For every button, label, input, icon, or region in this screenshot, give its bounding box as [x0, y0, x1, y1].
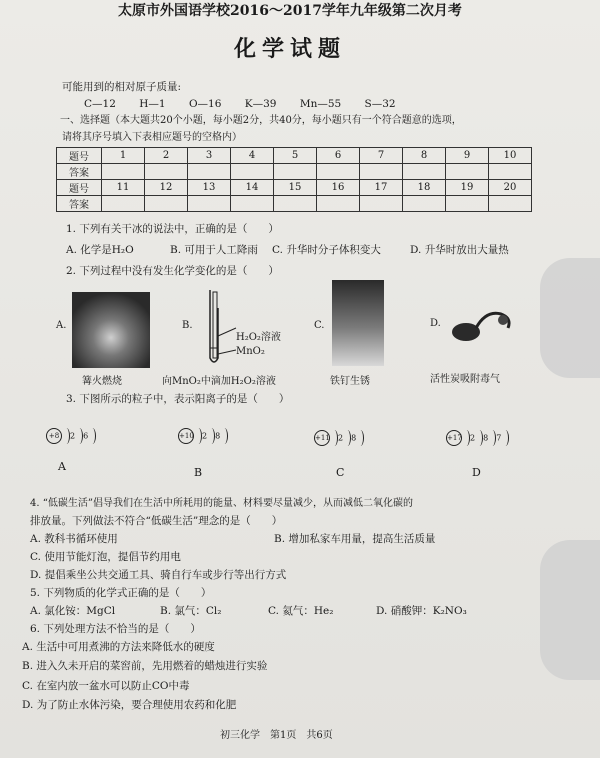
question-stem: 4. “低碳生活”倡导我们在生活中所耗用的能量、材料要尽量减少，从而减低二氧化碳的 — [30, 498, 413, 509]
row-label: 答案 — [57, 196, 102, 212]
option: A. 生活中可用煮沸的方法来降低水的硬度 — [22, 641, 215, 653]
question-number: 10 — [489, 148, 532, 164]
answer-cell[interactable] — [188, 196, 231, 212]
row-label: 题号 — [57, 180, 102, 196]
answer-cell[interactable] — [489, 196, 532, 212]
electron-count: 8 — [483, 433, 489, 443]
answer-cell[interactable] — [360, 196, 403, 212]
option: A. 教科书循环使用 — [30, 533, 118, 545]
question-number: 19 — [446, 180, 489, 196]
nucleus: +10 — [178, 428, 194, 444]
electron-count: 8 — [215, 431, 221, 441]
option: D. 升华时放出大量热 — [410, 244, 509, 256]
option: B. 增加私家车用量，提高生活质量 — [274, 533, 436, 545]
question-stem: 5. 下列物质的化学式正确的是（ ） — [30, 587, 212, 599]
option-letter: D — [472, 466, 481, 479]
atom-structure — [314, 430, 364, 446]
nucleus: +11 — [314, 430, 330, 446]
question-number: 2 — [145, 148, 188, 164]
answer-cell[interactable] — [231, 164, 274, 180]
subject-title: 化学试题 — [234, 36, 347, 62]
scan-shadow — [540, 258, 600, 378]
scan-shadow — [540, 540, 600, 680]
question-number: 16 — [317, 180, 360, 196]
answer-cell[interactable] — [102, 164, 145, 180]
question-stem: 3. 下图所示的粒子中，表示阳离子的是（ ） — [66, 393, 290, 405]
atomic-mass: O—16 — [188, 98, 222, 110]
table-row — [57, 196, 532, 212]
answer-cell[interactable] — [360, 164, 403, 180]
question-number: 9 — [446, 148, 489, 164]
option: D. 硝酸钾：K₂NO₃ — [376, 605, 467, 617]
option-letter: B — [194, 466, 203, 479]
option-letter: A. — [56, 320, 67, 331]
answer-cell[interactable] — [231, 196, 274, 212]
question-number: 3 — [188, 148, 231, 164]
answer-cell[interactable] — [274, 164, 317, 180]
table-row — [57, 148, 532, 164]
nucleus: +8 — [46, 428, 62, 444]
atom-structure — [46, 428, 96, 444]
answer-cell[interactable] — [403, 164, 446, 180]
question-stem: 1. 下列有关干冰的说法中，正确的是（ ） — [66, 223, 279, 235]
question-number: 12 — [145, 180, 188, 196]
question-stem: 排放量。下列做法不符合“低碳生活”理念的是（ ） — [30, 515, 283, 527]
tube-label: H₂O₂溶液 — [236, 332, 281, 343]
option: C. 升华时分子体积变大 — [272, 244, 381, 256]
page-footer: 初三化学 第1页 共6页 — [220, 730, 333, 741]
electron-count: 2 — [70, 431, 76, 441]
option: D. 提倡乘坐公共交通工具、骑自行车或步行等出行方式 — [30, 569, 287, 581]
caption: 篝火燃烧 — [82, 376, 122, 387]
answer-cell[interactable] — [489, 164, 532, 180]
atomic-mass: K—39 — [244, 98, 277, 110]
atom-structure — [446, 430, 509, 446]
electron-count: 2 — [202, 431, 208, 441]
caption: 铁钉生锈 — [330, 376, 370, 387]
option: C. 在室内放一盆水可以防止CO中毒 — [22, 680, 190, 692]
answer-cell[interactable] — [102, 196, 145, 212]
option: D. 为了防止水体污染，要合理使用农药和化肥 — [22, 699, 237, 711]
row-label: 题号 — [57, 148, 102, 164]
electron-count: 2 — [338, 433, 344, 443]
option-letter: C. — [314, 320, 325, 331]
question-stem: 6. 下列处理方法不恰当的是（ ） — [30, 623, 201, 635]
option: A. 化学是H₂O — [66, 244, 134, 256]
table-row — [57, 180, 532, 196]
rusty-nail-photo — [332, 280, 384, 366]
option: B. 进入久未开启的菜窖前，先用燃着的蜡烛进行实验 — [22, 660, 268, 672]
answer-cell[interactable] — [188, 164, 231, 180]
caption: 活性炭吸附毒气 — [430, 374, 500, 385]
question-number: 5 — [274, 148, 317, 164]
atomic-mass: S—32 — [364, 98, 396, 110]
electron-count: 6 — [83, 431, 89, 441]
electron-count: 2 — [470, 433, 476, 443]
section-heading: 一、选择题（本大题共20个小题，每小题2分，共40分，每小题只有一个符合题意的选项， — [60, 115, 462, 126]
caption: 向MnO₂中滴加H₂O₂溶液 — [162, 376, 276, 387]
atomic-mass-list — [84, 97, 416, 111]
answer-cell[interactable] — [145, 164, 188, 180]
question-number: 4 — [231, 148, 274, 164]
question-number: 18 — [403, 180, 446, 196]
atom-structure — [178, 428, 228, 444]
nucleus: +17 — [446, 430, 462, 446]
row-label: 答案 — [57, 164, 102, 180]
question-number: 1 — [102, 148, 145, 164]
answer-cell[interactable] — [403, 196, 446, 212]
school-title: 太原市外国语学校2016～2017学年九年级第二次月考 — [118, 3, 462, 19]
option: B. 氯气：Cl₂ — [160, 605, 222, 617]
answer-cell[interactable] — [446, 164, 489, 180]
answer-cell[interactable] — [145, 196, 188, 212]
section-instruction: 请将其序号填入下表相应题号的空格内） — [62, 132, 242, 143]
option-letter: B. — [182, 320, 193, 331]
option-letter: A — [58, 460, 66, 473]
option: A. 氯化铵：MgCl — [30, 605, 116, 617]
option: C. 氦气：He₂ — [268, 605, 334, 617]
question-number: 6 — [317, 148, 360, 164]
option-letter: C — [336, 466, 345, 479]
atomic-mass: H—1 — [139, 98, 166, 110]
option: C. 使用节能灯泡，提倡节约用电 — [30, 551, 181, 563]
question-number: 11 — [102, 180, 145, 196]
atomic-mass: Mn—55 — [299, 98, 342, 110]
question-number: 7 — [360, 148, 403, 164]
question-number: 15 — [274, 180, 317, 196]
bonfire-photo — [72, 292, 150, 368]
answer-cell[interactable] — [446, 196, 489, 212]
option-letter: D. — [430, 318, 441, 329]
answer-cell[interactable] — [317, 164, 360, 180]
electron-count: 7 — [496, 433, 502, 443]
question-number: 8 — [403, 148, 446, 164]
question-number: 14 — [231, 180, 274, 196]
atomic-mass: C—12 — [84, 98, 116, 110]
atomic-mass-label: 可能用到的相对原子质量: — [62, 81, 182, 93]
question-number: 17 — [360, 180, 403, 196]
question-number: 13 — [188, 180, 231, 196]
gas-mask-icon — [446, 300, 516, 348]
question-stem: 2. 下列过程中没有发生化学变化的是（ ） — [66, 265, 279, 277]
test-tube-diagram — [200, 288, 240, 368]
question-number: 20 — [489, 180, 532, 196]
tube-label: MnO₂ — [236, 346, 265, 357]
answer-cell[interactable] — [317, 196, 360, 212]
answer-table — [56, 147, 532, 212]
option: B. 可用于人工降雨 — [170, 244, 258, 256]
table-row — [57, 164, 532, 180]
answer-cell[interactable] — [274, 196, 317, 212]
electron-count: 8 — [351, 433, 357, 443]
